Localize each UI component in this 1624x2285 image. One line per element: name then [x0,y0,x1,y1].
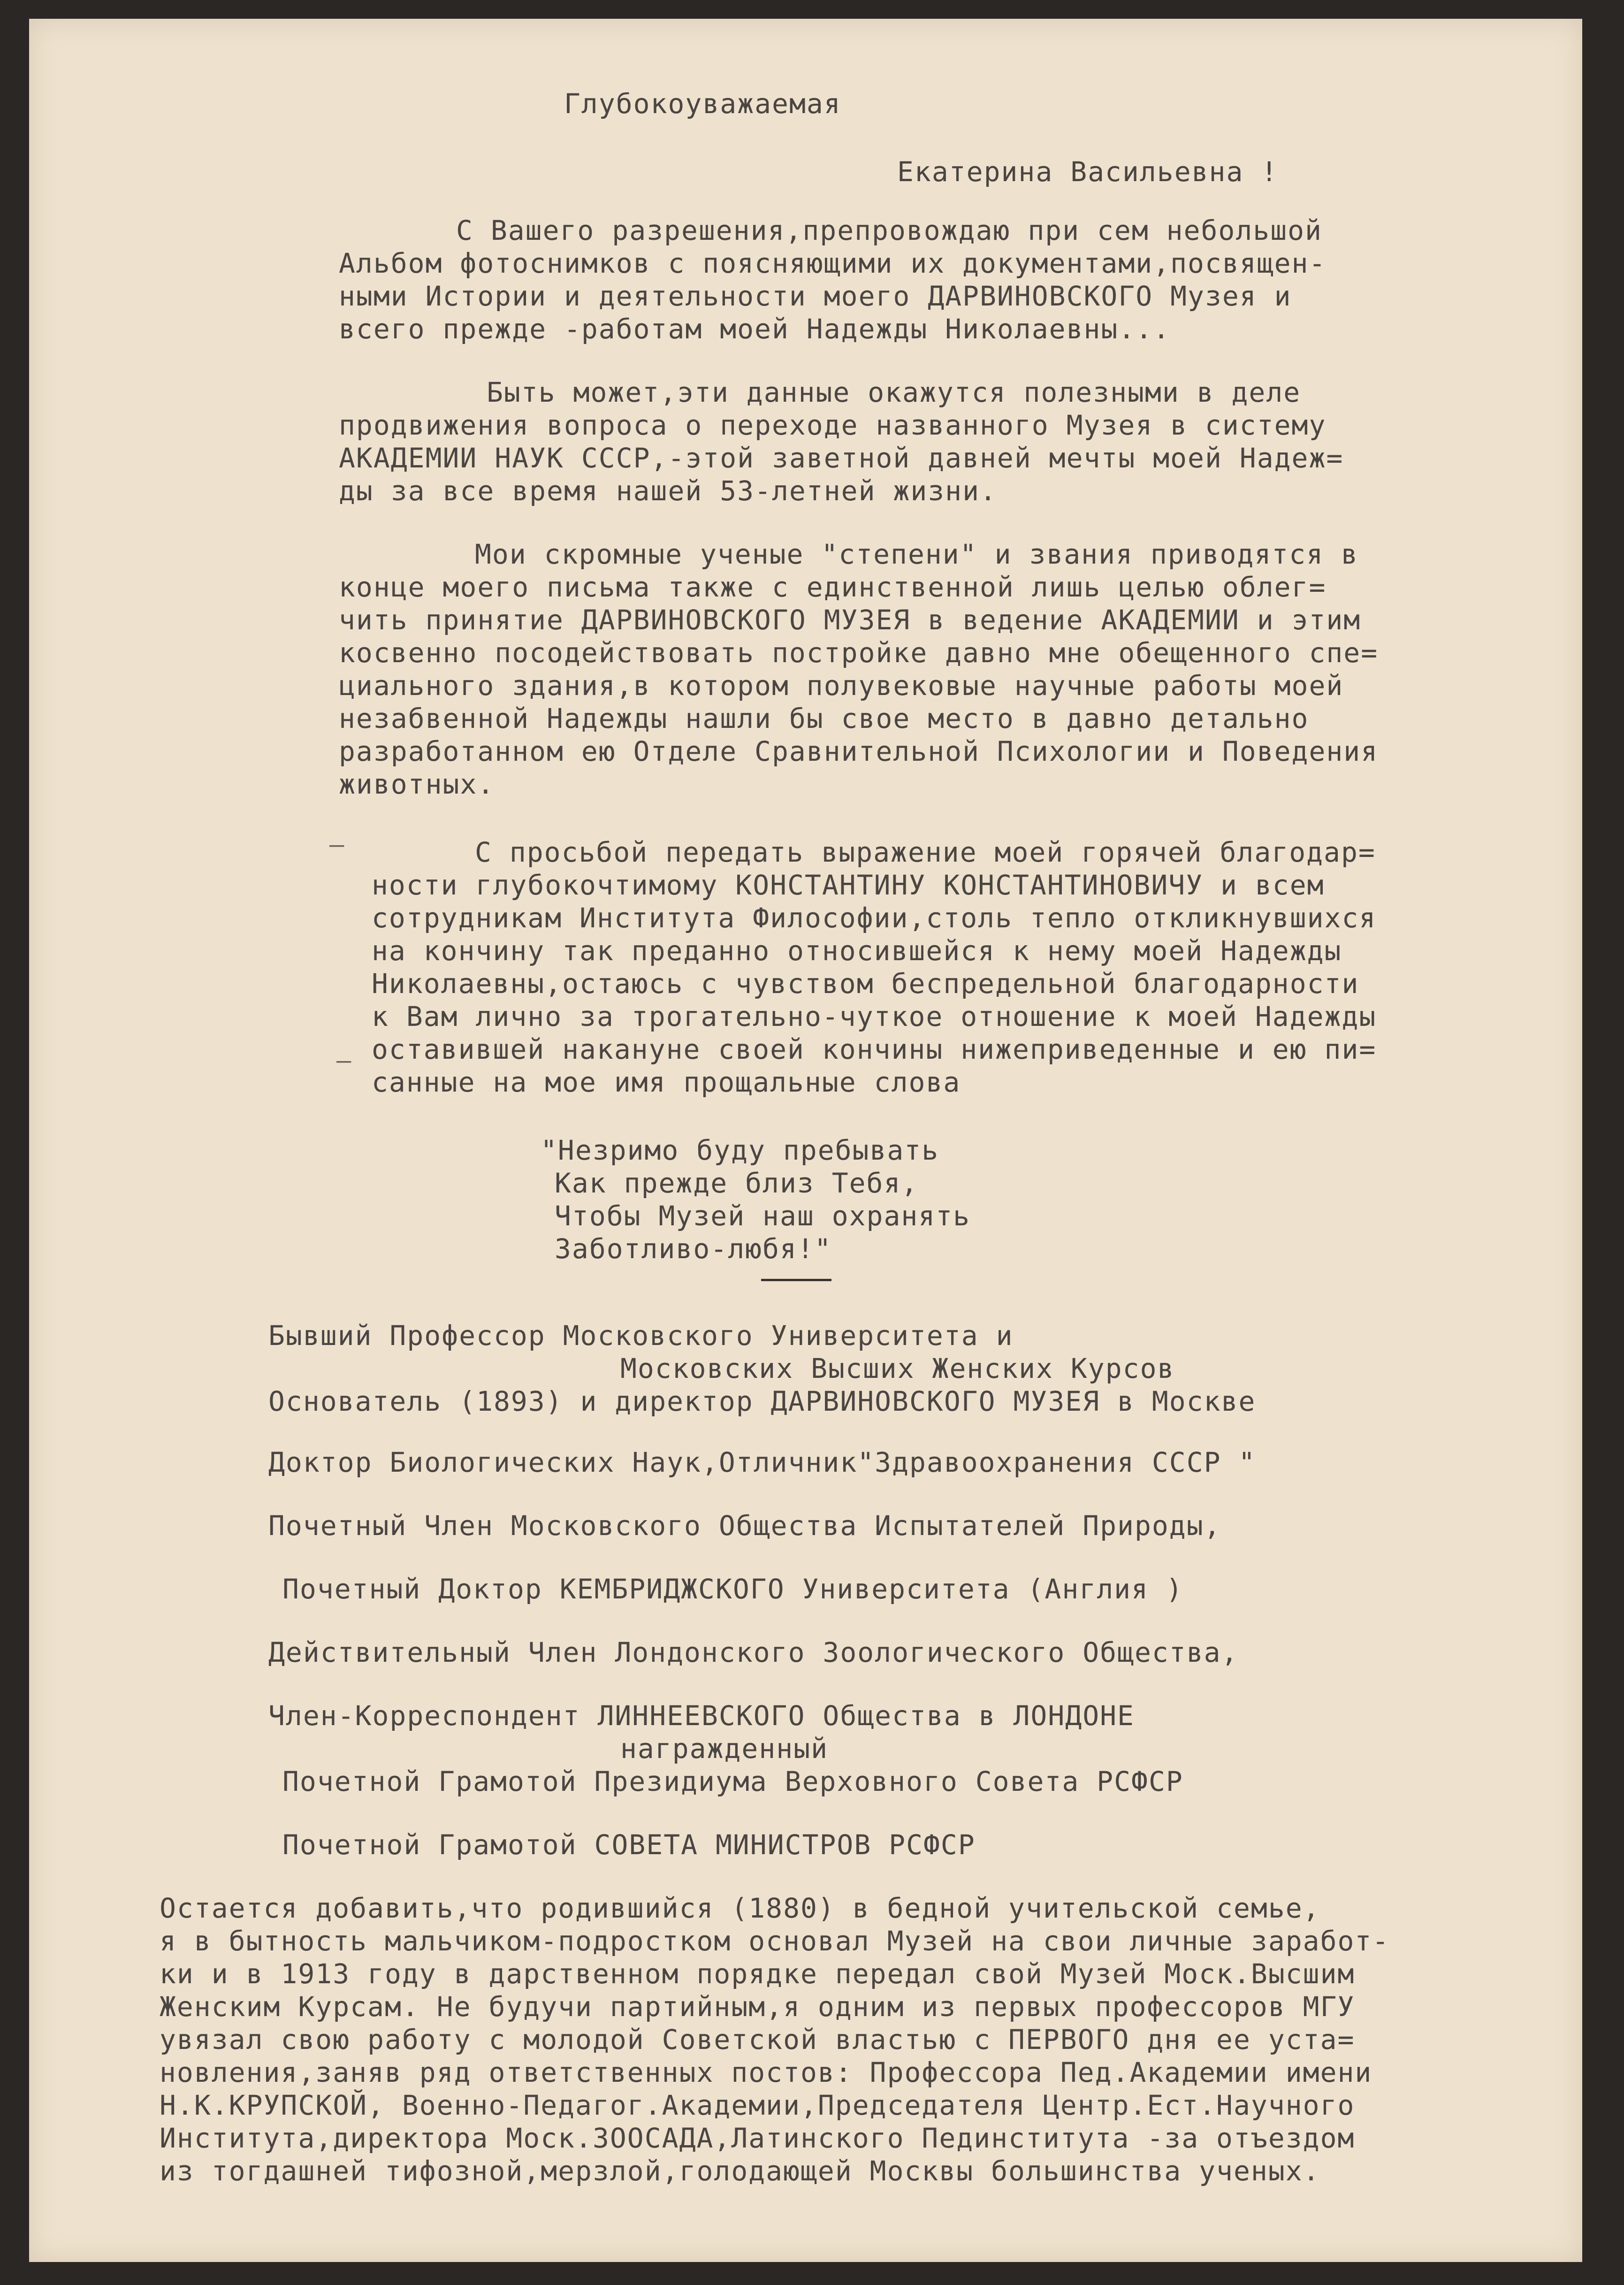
letter-sheet [29,19,1582,2262]
paragraph-2-line: Быть может,эти данные окажутся полезными в деле [487,376,1301,408]
paragraph-5-line: новления,заняв ряд ответственных постов: Профессора Пед.Академии имени [160,2056,1372,2088]
paragraph-3-line: незабвенной Надежды нашли бы свое место в давно детально [339,703,1309,734]
paragraph-4-line: сотрудникам Института Философии,столь тепло откликнувшихся [372,902,1377,934]
salutation-line-2: Екатерина Васильевна ! [897,156,1279,188]
paragraph-3-line: чить принятие ДАРВИНОВСКОГО МУЗЕЯ в ведение АКАДЕМИИ и этим [339,604,1361,636]
paragraph-3-line: конце моего письма также с единственной лишь целью облег= [339,571,1327,603]
title-line: Доктор Биологических Наук,Отличник"Здравоохранения СССР " [268,1446,1256,1478]
paragraph-1-line: С Вашего разрешения,препровождаю при сем небольшой [456,214,1322,246]
title-line: Действительный Член Лондонского Зоологического Общества, [268,1636,1239,1668]
poem-line: "Незримо буду пребывать [541,1134,939,1166]
poem-line: Заботливо-любя!" [555,1233,832,1265]
paragraph-4-line: санные на мое имя прощальные слова [372,1066,961,1098]
paragraph-5-line: Женским Курсам. Не будучи партийным,я одним из первых профессоров МГУ [160,1991,1355,2023]
paragraph-4-line: к Вам лично за трогательно-чуткое отношение к моей Надежды [372,1001,1377,1032]
paragraph-4-line: С просьбой передать выражение моей горячей благодар= [475,836,1376,868]
title-line: Основатель (1893) и директор ДАРВИНОВСКОГО МУЗЕЯ в Москве [268,1385,1256,1417]
paragraph-4-line: ности глубокочтимому КОНСТАНТИНУ КОНСТАНТИНОВИЧУ и всем [372,869,1325,901]
separator-line [761,1279,831,1281]
paragraph-3-line: циального здания,в котором полувековые научные работы моей [339,670,1344,702]
paragraph-2-line: АКАДЕМИИ НАУК СССР,-этой заветной давней мечты моей Надеж= [339,442,1344,474]
title-line: Почетной Грамотой СОВЕТА МИНИСТРОВ РСФСР [282,1829,976,1861]
paragraph-3-line: разработанном ею Отделе Сравнительной Психологии и Поведения [339,735,1379,767]
margin-tick-mark: – [329,831,344,859]
margin-tick-mark: – [336,1047,351,1075]
paragraph-5-line: увязал свою работу с молодой Советской властью с ПЕРВОГО дня ее уста= [160,2024,1355,2056]
paragraph-1-line: ными Истории и деятельности моего ДАРВИНОВСКОГО Музея и [339,280,1292,312]
paragraph-3-line: Мои скромные ученые "степени" и звания приводятся в [475,538,1358,570]
paragraph-3-line: животных. [339,768,495,800]
title-line: Почетной Грамотой Президиума Верховного Совета РСФСР [282,1765,1183,1797]
title-line: Московских Высших Женских Курсов [620,1353,1175,1384]
title-line: Бывший Профессор Московского Университета и [268,1320,1014,1352]
poem-line: Как прежде близ Тебя, [555,1167,919,1199]
title-line: Почетный Член Московского Общества Испытателей Природы, [268,1510,1221,1542]
paragraph-2-line: продвижения вопроса о переходе названного Музея в систему [339,409,1327,441]
paragraph-5-line: я в бытность мальчиком-подростком основал Музей на свои личные заработ- [160,1925,1390,1957]
salutation-line-1: Глубокоуважаемая [564,88,841,120]
paragraph-1-line: Альбом фотоснимков с поясняющими их документами,посвящен- [339,247,1327,279]
paragraph-2-line: ды за все время нашей 53-летней жизни. [339,475,997,507]
paragraph-4-line: Николаевны,остаюсь с чувством беспредельной благодарности [372,968,1359,1000]
paragraph-5-line: ки и в 1913 году в дарственном порядке передал свой Музей Моск.Высшим [160,1958,1355,1990]
paragraph-5-line: Остается добавить,что родившийся (1880) в бедной учительской семье, [160,1892,1320,1924]
paragraph-4-line: на кончину так преданно относившейся к нему моей Надежды [372,935,1342,967]
paragraph-5-line: Н.К.КРУПСКОЙ, Военно-Педагог.Академии,Председателя Центр.Ест.Научного [160,2089,1355,2121]
poem-line: Чтобы Музей наш охранять [555,1200,971,1232]
paragraph-5-line: из тогдашней тифозной,мерзлой,голодающей Москвы большинства ученых. [160,2155,1320,2187]
paragraph-5-line: Института,директора Моск.ЗООСАДА,Латинского Пединститута -за отъездом [160,2122,1355,2154]
paragraph-4-line: оставившей накануне своей кончины нижеприведенные и ею пи= [372,1033,1377,1065]
title-line: награжденный [620,1733,829,1765]
title-line: Член-Корреспондент ЛИННЕЕВСКОГО Общества в ЛОНДОНЕ [268,1700,1135,1732]
paragraph-3-line: косвенно посодействовать постройке давно мне обещенного спе= [339,637,1379,669]
title-line: Почетный Доктор КЕМБРИДЖСКОГО Университета (Англия ) [282,1573,1183,1605]
paragraph-1-line: всего прежде -работам моей Надежды Николаевны... [339,313,1171,345]
